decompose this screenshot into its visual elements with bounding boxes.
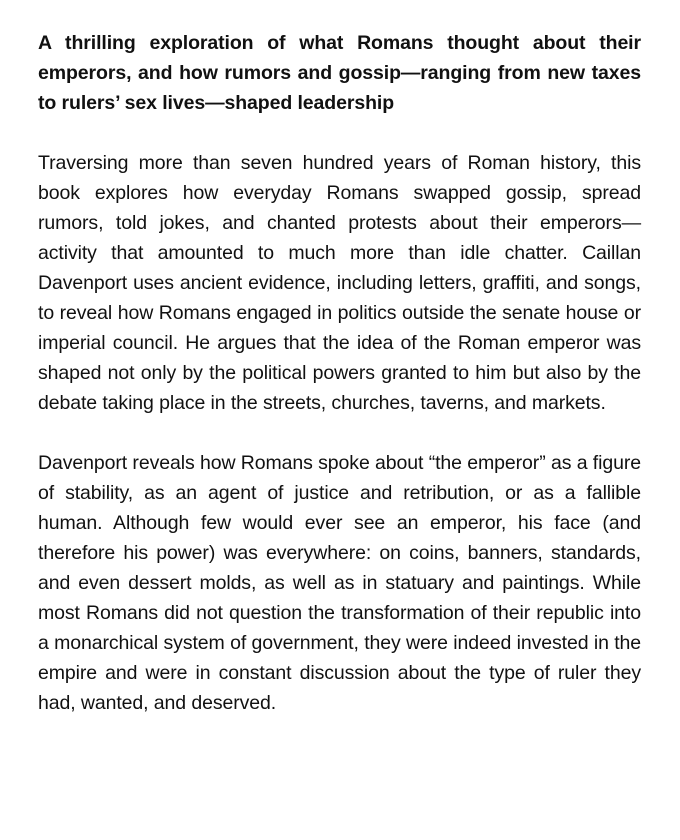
paragraph-overview: Traversing more than seven hundred years of Roman history, this book explores how everyday Romans swapped gossip, spread rumors, told jokes, and chanted protests about their emperors—activity that amounted to much more than idle chatter. Caillan Davenport uses ancient evidence, including letters, graffiti, and songs, to reveal how Romans engaged in politics outside the senate house or imperial council. He argues that the idea of the Roman emperor was shaped not only by the political powers granted to him but also by the debate taking place in the streets, churches, taverns, and markets. [38,152,641,414]
headline: A thrilling exploration of what Romans thought about their emperors, and how rumors and gossip—ranging from new taxes to rulers’ sex lives—shaped leadership [38,32,641,114]
paragraph-details: Davenport reveals how Romans spoke about “the emperor” as a figure of stability, as an agent of justice and retribution, or as a fallible human. Although few would ever see an emperor, his face (and therefore his power) was everywhere: on coins, banners, standards, and even dessert molds, as well as in statuary and paintings. While most Romans did not question the transformation of their republic into a monarchical system of government, they were indeed invested in the empire and were in constant discussion about the type of ruler they had, wanted, and deserved. [38,452,641,714]
book-description [38,28,641,748]
